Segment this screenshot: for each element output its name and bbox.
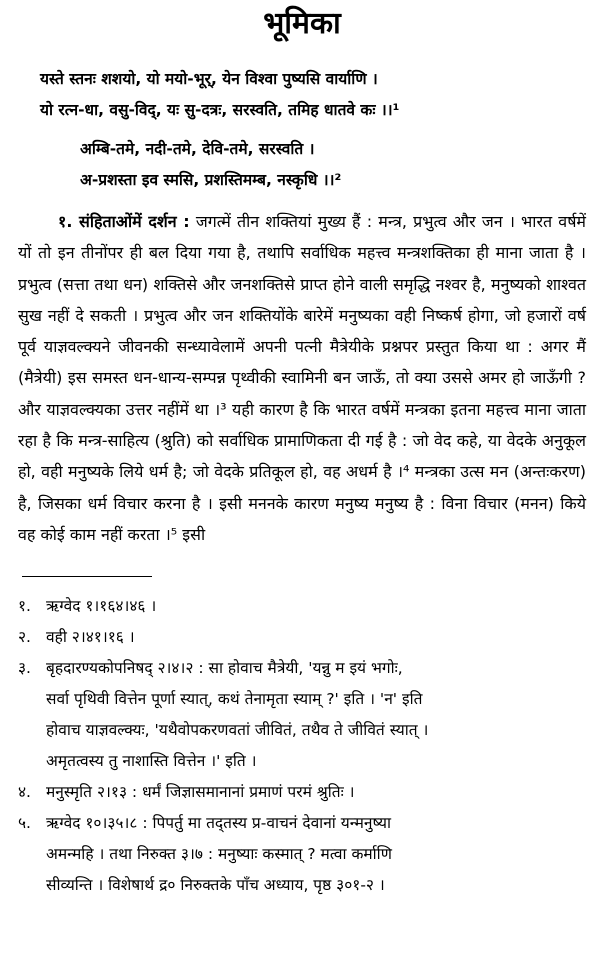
- footnote: [18, 653, 586, 684]
- footnote-text: सर्वा पृथिवी वित्तेन पूर्णा स्यात्, कथं तेनामृता स्याम् ?' इति । 'न' इति: [46, 690, 423, 709]
- footnote-number: १.: [18, 597, 31, 616]
- verse-line: अ-प्रशस्ता इव स्मसि, प्रशस्तिमम्ब, नस्कृधि ।।²: [80, 171, 342, 189]
- verse-line: यस्ते स्तनः शशयो, यो मयो-भूर्, येन विश्वा पुष्यसि वार्याणि ।: [40, 70, 378, 88]
- footnote-text: ऋग्वेद १०।३५।८ : पिपर्तु मा तद्तस्य प्र-वाचनं देवानां यन्मनुष्या: [46, 814, 392, 833]
- verse-line: अम्बि-तमे, नदी-तमे, देवि-तमे, सरस्वति ।: [80, 140, 315, 158]
- footnote-text: अमन्महि । तथा निरुक्त ३।७ : मनुष्याः कस्मात् ? मत्वा कर्माणि: [46, 845, 392, 864]
- footnote: [18, 808, 586, 839]
- verse-line: यो रत्न-धा, वसु-विद्, यः सु-दत्रः, सरस्वति, तमिह धातवे कः ।।¹: [40, 101, 400, 119]
- footnote-text: वही २।४१।१६ ।: [46, 628, 135, 647]
- section-heading: १. संहिताओंमें दर्शन :: [58, 212, 190, 231]
- footnote-number: २.: [18, 628, 31, 647]
- page-title: भूमिका: [263, 6, 341, 41]
- footnote-text: बृहदारण्यकोपनिषद् २।४।२ : सा होवाच मैत्रेयी, 'यन्नु म इयं भगोः,: [46, 659, 403, 678]
- footnote: [18, 591, 586, 622]
- footnotes: [18, 591, 586, 901]
- footnote-text: ऋग्वेद १।१६४।४६ ।: [46, 597, 157, 616]
- verse-block-1: [40, 64, 586, 126]
- body-paragraph: [18, 206, 586, 550]
- footnote-text: होवाच याज्ञवल्क्यः, 'यथैवोपकरणवतां जीवितं, तथैव ते जीवितं स्यात् ।: [46, 721, 429, 740]
- footnote: [18, 777, 586, 808]
- footnote-number: ५.: [18, 814, 31, 833]
- footnote: [18, 622, 586, 653]
- verse-block-2: [80, 134, 586, 196]
- footnote-number: ४.: [18, 783, 31, 802]
- footnote-number: ३.: [18, 659, 31, 678]
- footnote-text: मनुस्मृति २।१३ : धर्मं जिज्ञासमानानां प्रमाणं परमं श्रुतिः ।: [46, 783, 355, 802]
- section-text: जगत्में तीन शक्तियां मुख्य हैं : मन्त्र, प्रभुत्व और जन । भारत वर्षमें यों तो इन तीनोंपर ही बल दिया गया है, तथापि सर्वाधिक महत्त्व मन्त्रशक्तिका ही माना जाता है । प्रभुत्व (सत्ता तथा धन) शक्तिसे और जनशक्तिसे प्राप्त होने वाली समृद्धि नश्वर है, मनुष्यको शाश्वत सुख नहीं दे सकती । प्रभुत्व और जन शक्तियोंके बारेमें मनुष्यका वही निष्कर्ष होगा, जो हजारों वर्ष पूर्व याज्ञवल्क्यने जीवनकी सन्ध्यावेलामें अपनी पत्नी मैत्रेयीके प्रश्नपर प्रस्तुत किया था : अगर मैं (मैत्रेयी) इस समस्त धन-धान्य-सम्पन्न पृथ्वीकी स्वामिनी बन जाऊँ, तो क्या उससे अमर हो जाऊँगी ? और याज्ञवल्क्यका उत्तर नहींमें था ।³ यही कारण है कि भारत वर्षमें मन्त्रका इतना महत्त्व माना जाता रहा है कि मन्त्र-साहित्य (श्रुति) को सर्वाधिक प्रामाणिकता दी गई है : जो वेद कहे, या वेदके अनुकूल हो, वही मनुष्यके लिये धर्म है; जो वेदके प्रतिकूल हो, वह अधर्म है ।⁴ मन्त्रका उत्स मन (अन्तःकरण) है, जिसका धर्म विचार करना है । इसी मननके कारण मनुष्य मनुष्य है : विना विचार (मनन) किये वह कोई काम नहीं करता ।⁵ इसी: [18, 212, 587, 544]
- footnote-text: सीव्यन्ति । विशेषार्थ द्र० निरुक्तके पाँच अध्याय, पृष्ठ ३०१-२ ।: [46, 876, 385, 895]
- footnote-divider: [22, 576, 152, 577]
- footnote-text: अमृतत्वस्य तु नाशास्ति वित्तेन ।' इति ।: [46, 752, 257, 771]
